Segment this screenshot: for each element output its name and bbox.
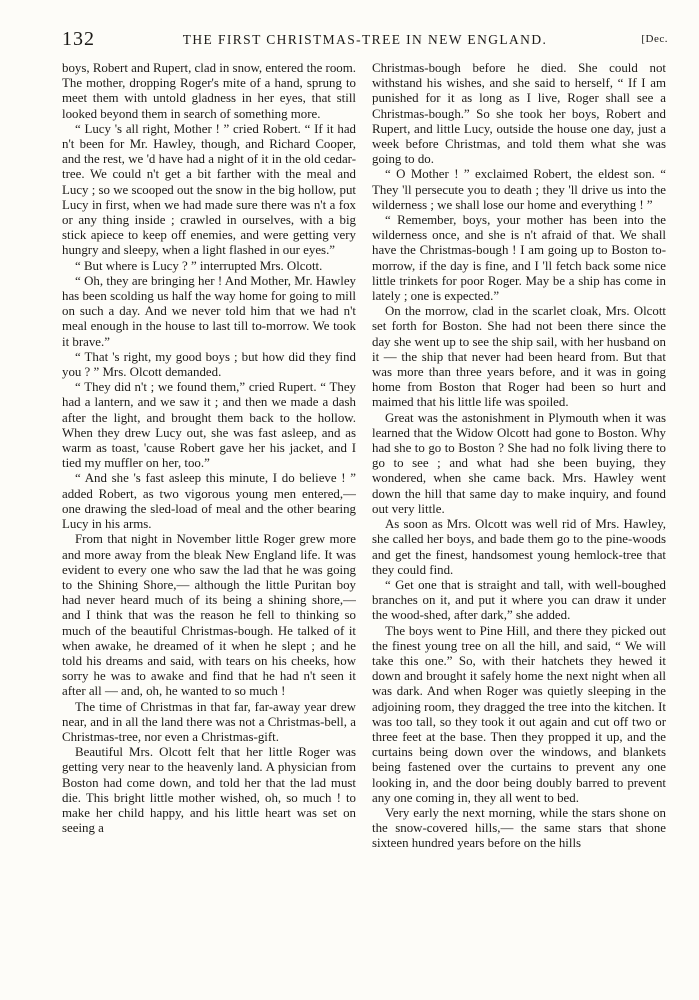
paragraph: As soon as Mrs. Olcott was well rid of Mrs. Hawley, she called her boys, and bade them go to the pine-woods and get the finest, handsomest young hemlock-tree that they could find. (372, 517, 666, 577)
paragraph: “ O Mother ! ” exclaimed Robert, the eldest son. “ They 'll persecute you to death ; they 'll drive us into the wilderness ; we shall lose our home and everything ! ” (372, 167, 666, 212)
paragraph: “ Oh, they are bringing her ! And Mother, Mr. Hawley has been scolding us half the way home for going to mill on such a day. And we never told him that we had n't meal enough in the house to last till to-morrow. We took it brave.” (62, 273, 356, 349)
paragraph: “ Get one that is straight and tall, with well-boughed branches on it, and put it where you can draw it under the wood-shed, after dark,” she added. (372, 577, 666, 623)
running-month: [Dec. (641, 33, 668, 45)
paragraph: On the morrow, clad in the scarlet cloak, Mrs. Olcott set forth for Boston. She had not been there since the day she went up to see the ship sail, with her husband on it — the ship that never had been heard from. But that was more than three years before, and it was in going home from Boston that Roger had been so hurt and maimed that his little life was spoiled. (372, 304, 666, 410)
running-header (62, 28, 668, 50)
paragraph: The boys went to Pine Hill, and there they picked out the finest young tree on all the hill, and said, “ We will take this one.” So, with their hatchets they hewed it down and brought it safely home the next night when all was dark. And when Roger was quietly sleeping in the adjoining room, they dragged the tree into the kitchen. It was too tall, so they took it out again and cut off two or three feet at the base. Then they propped it up, and the curtains being down over the windows, and blankets being fastened over the curtains to prevent any one looking in, and the door being doubly barred to prevent any one coming in, they all went to bed. (372, 623, 666, 805)
paragraph: Great was the astonishment in Plymouth when it was learned that the Widow Olcott had gone to Boston. Why had she to go to Boston ? She had no folk living there to go to see ; and what had she been buying, they wondered, when she came back. Mrs. Hawley went down the hill that same day to make inquiry, and found out very little. (372, 410, 666, 516)
paragraph: “ Remember, boys, your mother has been into the wilderness once, and she is n't afraid of that. We shall have the Christmas-bough ! I am going up to Boston to-morrow, if the day is fine, and I 'll fetch back some nice little trinkets for poor Roger. May be a ship has come in lately ; one is expected.” (372, 213, 666, 304)
paragraph: “ They did n't ; we found them,” cried Rupert. “ They had a lantern, and we saw it ; and then we made a dash after the light, and brought them back to the hollow. When they drew Lucy out, she was fast asleep, and as warm as toast, 'cause Robert gave her his jacket, and I tied my muffler on her, too.” (62, 380, 356, 471)
paragraph: Very early the next morning, while the stars shone on the snow-covered hills,— the same stars that shone sixteen hundred years before on the hills (372, 805, 666, 851)
right-column (372, 61, 666, 981)
left-column (62, 61, 356, 981)
paragraph: From that night in November little Roger grew more and more away from the bleak New England life. It was evident to every one who saw the lad that he was going to the Shining Shore,— although the little Puritan boy had never heard much of its being a shining shore,— and I think that was the reason he fell to thinking so much of the beautiful Christmas-bough. He talked of it when awake, he dreamed of it when he slept ; and he told his dreams and said, with tears on his cheeks, how sorry he was to awake and find that he had n't seen it after all — and, oh, he wanted to so much ! (62, 532, 356, 699)
paragraph: “ And she 's fast asleep this minute, I do believe ! ” added Robert, as two vigorous young men entered,— one drawing the sled-load of meal and the other bearing Lucy in his arms. (62, 471, 356, 532)
paragraph: “ That 's right, my good boys ; but how did they find you ? ” Mrs. Olcott demanded. (62, 349, 356, 380)
running-title: THE FIRST CHRISTMAS-TREE IN NEW ENGLAND. (182, 32, 548, 47)
paragraph: boys, Robert and Rupert, clad in snow, entered the room. The mother, dropping Roger's mite of a hand, sprung to meet them with untold gladness in her eyes, that still looked beyond them in search of something more. (62, 61, 356, 121)
paragraph: Beautiful Mrs. Olcott felt that her little Roger was getting very near to the heavenly land. A physician from Boston had come down, and told her that the lad must die. This bright little mother wished, oh, so much ! to make her child happy, and his little heart was set on seeing a (62, 745, 356, 836)
paragraph: “ Lucy 's all right, Mother ! ” cried Robert. “ If it had n't been for Mr. Hawley, though, and Richard Cooper, and the rest, we 'd have had a night of it in the old cedar-tree. We could n't get a bit farther with the meal and Lucy ; so we scooped out the snow in the big hollow, put Lucy in first, when we had made sure there was n't a fox or any thing inside ; crawled in ourselves, with a big stick apiece to keep off enemies, and were getting very hungry and sleepy, when a light flashed in our eyes.” (62, 121, 356, 258)
paragraph: The time of Christmas in that far, far-away year drew near, and in all the land there was not a Christmas-bell, a Christmas-tree, nor even a Christmas-gift. (62, 699, 356, 744)
page-number: 132 (62, 28, 95, 50)
paragraph: “ But where is Lucy ? ” interrupted Mrs. Olcott. (75, 258, 323, 273)
paragraph: Christmas-bough before he died. She could not withstand his wishes, and she said to herself, “ If I am punished for it as long as I live, Roger shall see a Christmas-bough.” So she took her boys, Robert and Rupert, and little Lucy, outside the house one day, just a week before Christmas, and told them what she was going to do. (372, 61, 666, 167)
